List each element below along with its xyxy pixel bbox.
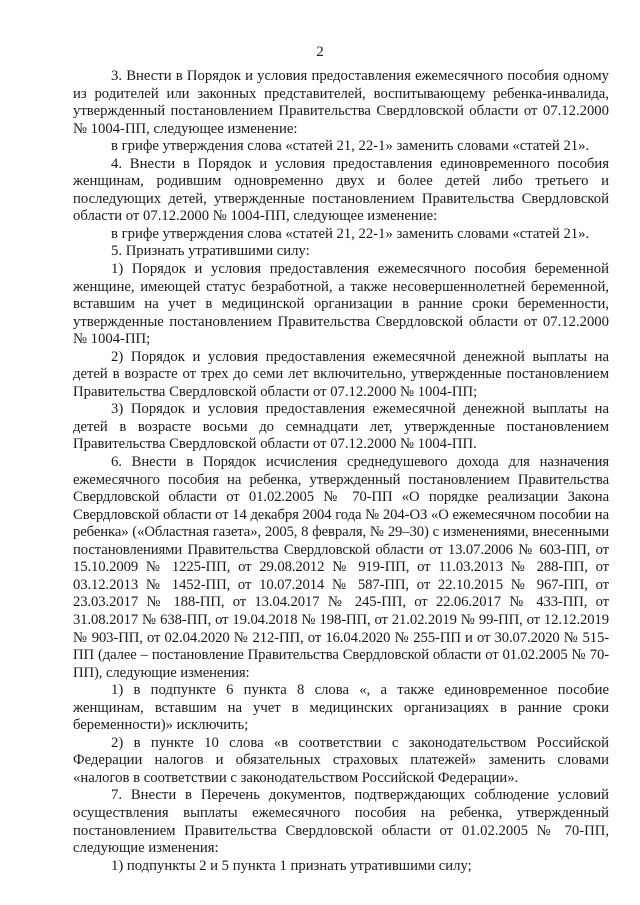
page-number: 2 — [316, 44, 324, 60]
paragraph-6-amend-income-calculation: 6. Внести в Порядок исчисления среднедушевого дохода для назначения ежемесячного пособия на ребенка, утвержденный постановлением Правительства Свердловской области от 01.02.2005 № 70-ПП «О порядке реализации Закона Свердловской области от 14 декабря 2004 года № 204-ОЗ «О ежемесячном пособии на ребенка» («Областная газета», 2005, 8 февраля, № 29–30) с изменениями, внесенными постановлениями Правительства Свердловской области от 13.07.2006 № 603-ПП, от 15.10.2009 № 1225-ПП, от 29.08.2012 № 919-ПП, от 11.03.2013 № 288-ПП, от 03.12.2013 № 1452-ПП, от 10.07.2014 № 587-ПП, от 22.10.2015 № 967-ПП, от 23.03.2017 № 188-ПП, от 13.04.2017 № 245-ПП, от 22.06.2017 № 433-ПП, от 31.08.2017 № 638-ПП, от 19.04.2018 № 198-ПП, от 21.02.2019 № 99-ПП, от 12.12.2019 № 903-ПП, от 02.04.2020 № 212-ПП, от 16.04.2020 № 255-ПП и от 30.07.2020 № 515-ПП (далее – постановление Правительства Свердловской области от 01.02.2005 № 70-ПП), следующие изменения: — [73, 454, 609, 681]
paragraph-5-item-2: 2) Порядок и условия предоставления ежемесячной денежной выплаты на детей в возрасте от трех до семи лет включительно, утвержденные постановлением Правительства Свердловской области от 07.12.2000 № 1004-ПП; — [73, 348, 609, 400]
paragraph-5-item-1: 1) Порядок и условия предоставления ежемесячного пособия беременной женщине, имеющей статус безработной, а также несовершеннолетней беременной, вставшим на учет в медицинской организации в ранние сроки беременности, утвержденные постановлением Правительства Свердловской области от 07.12.2000 № 1004-ПП; — [73, 261, 609, 348]
paragraph-6-item-2: 2) в пункте 10 слова «в соответствии с законодательством Российской Федерации налогов и обязательных страховых платежей» заменить словами «налогов в соответствии с законодательством Российской Федерации». — [73, 734, 609, 786]
paragraph-4-amend-lump-sum-allowance: 4. Внести в Порядок и условия предоставления единовременного пособия женщинам, родившим одновременно двух и более детей либо третьего и последующих детей, утвержденные постановлением Правительства Свердловской области от 07.12.2000 № 1004-ПП, следующее изменение: — [73, 155, 609, 225]
paragraph-5-repeal-heading: 5. Признать утратившими силу: — [111, 243, 310, 260]
paragraph-5-item-3: 3) Порядок и условия предоставления ежемесячной денежной выплаты на детей в возрасте восьми до семнадцати лет, утвержденные постановлением Правительства Свердловской области от 07.12.2000 № 1004-ПП. — [73, 401, 609, 453]
document-body — [73, 68, 609, 875]
paragraph-4-change: в грифе утверждения слова «статей 21, 22-1» заменить словами «статей 21». — [111, 225, 590, 242]
paragraph-6-item-1: 1) в подпункте 6 пункта 8 слова «, а также единовременное пособие женщинам, вставшим на учет в медицинских организациях в ранние сроки беременности)» исключить; — [73, 682, 609, 734]
paragraph-7-item-1: 1) подпункты 2 и 5 пункта 1 признать утратившими силу; — [111, 857, 472, 874]
paragraph-3-amend-parental-allowance: 3. Внести в Порядок и условия предоставления ежемесячного пособия одному из родителей или законных представителей, воспитывающему ребенка-инвалида, утвержденный постановлением Правительства Свердловской области от 07.12.2000 № 1004-ПП, следующее изменение: — [73, 68, 609, 137]
paragraph-7-amend-document-list: 7. Внести в Перечень документов, подтверждающих соблюдение условий осуществления выплаты ежемесячного пособия на ребенка, утвержденный постановлением Правительства Свердловской области от 01.02.2005 № 70-ПП, следующие изменения: — [73, 787, 609, 857]
paragraph-3-change: в грифе утверждения слова «статей 21, 22-1» заменить словами «статей 21». — [111, 138, 590, 155]
